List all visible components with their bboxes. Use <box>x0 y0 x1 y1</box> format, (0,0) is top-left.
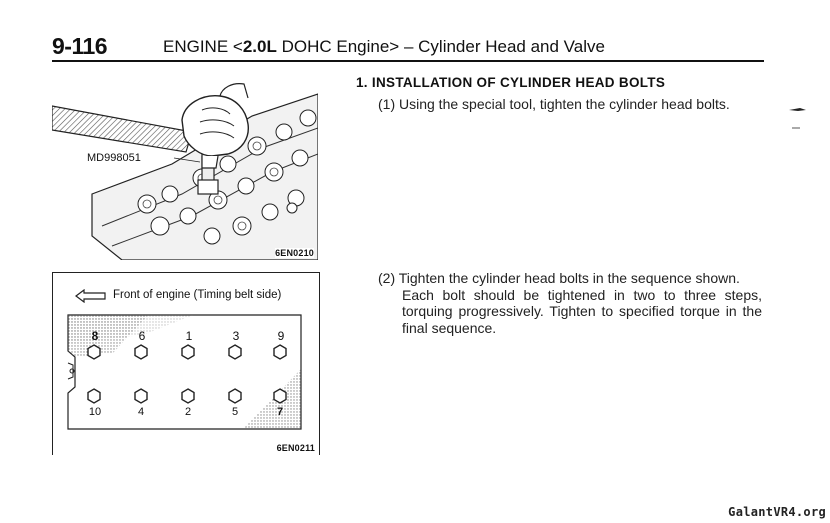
bolt-number: 10 <box>88 406 102 418</box>
bolt-number: 1 <box>185 329 193 343</box>
bolt-number: 2 <box>184 406 192 418</box>
figure-1-code: 6EN0210 <box>275 248 314 258</box>
section-heading: 1. INSTALLATION OF CYLINDER HEAD BOLTS <box>356 75 666 90</box>
bolt-number: 7 <box>276 406 284 418</box>
bolt-number: 9 <box>277 329 285 343</box>
step-2-detail: Each bolt should be tightened in two to three steps, torquing progressively. Tighten to specified torque in the final sequence. <box>402 286 762 336</box>
figure-bolt-sequence <box>52 272 320 455</box>
bolt-number: 3 <box>232 329 240 343</box>
step-1-text: (1) Using the special tool, tighten the cylinder head bolts. <box>378 96 730 112</box>
title-engine: 2.0L <box>242 37 277 56</box>
title-prefix: ENGINE < <box>163 37 243 56</box>
page-title <box>163 37 605 57</box>
tool-label: MD998051 <box>87 152 141 164</box>
margin-mark-icon <box>788 100 808 134</box>
watermark: GalantVR4.org <box>728 505 826 519</box>
bolt-number: 8 <box>91 329 99 343</box>
bolt-number: 6 <box>138 329 146 343</box>
step-2-text <box>378 270 762 336</box>
bolt-number: 5 <box>231 406 239 418</box>
cylinder-head-tool-drawing <box>52 76 318 260</box>
title-suffix: DOHC Engine> – Cylinder Head and Valve <box>276 37 605 56</box>
cylinder-head-bolt-diagram <box>53 273 319 455</box>
figure-2-code: 6EN0211 <box>276 443 315 453</box>
figure-tool-illustration <box>52 76 318 260</box>
step-2-first-line: (2) Tighten the cylinder head bolts in the sequence shown. <box>378 270 740 286</box>
bolt-number: 4 <box>137 406 145 418</box>
page-number: 9-116 <box>52 33 108 59</box>
front-of-engine-label: Front of engine (Timing belt side) <box>113 289 282 301</box>
header-rule <box>52 60 764 62</box>
